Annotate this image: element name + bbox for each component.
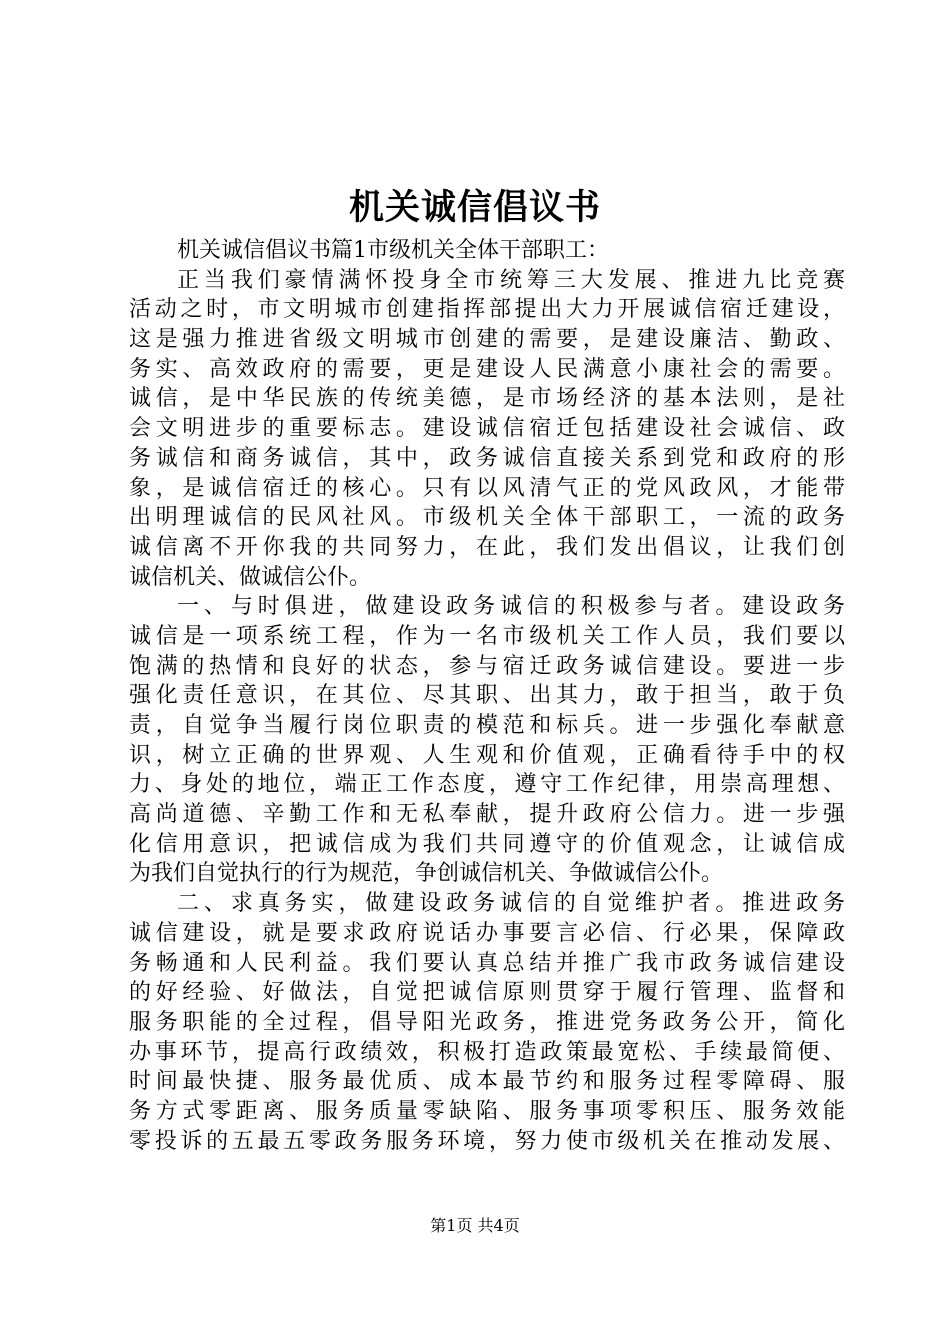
- body-line: 诚信机关、做诚信公仆。: [129, 564, 372, 590]
- body-line: 识，树立正确的世界观、人生观和价值观，正确看待手中的权: [129, 742, 845, 768]
- body-line: 责，自觉争当履行岗位职责的模范和标兵。进一步强化奉献意: [129, 713, 845, 738]
- body-line: 务方式零距离、服务质量零缺陷、服务事项零积压、服务效能: [129, 1098, 845, 1124]
- body-line: 正当我们豪情满怀投身全市统筹三大发展、推进九比竞赛: [177, 267, 845, 293]
- body-line: 二、求真务实，做建设政务诚信的自觉维护者。推进政务: [177, 891, 845, 917]
- body-line: 务诚信和商务诚信，其中，政务诚信直接关系到党和政府的形: [129, 445, 845, 471]
- body-line: 象，是诚信宿迁的核心。只有以风清气正的党风政风，才能带: [129, 475, 845, 501]
- body-line: 化信用意识，把诚信成为我们共同遵守的价值观念，让诚信成: [129, 831, 845, 857]
- body-line: 力、身处的地位，端正工作态度，遵守工作纪律，用崇高理想、: [129, 772, 845, 798]
- body-line: 的好经验、好做法，自觉把诚信原则贯穿于履行管理、监督和: [129, 980, 845, 1006]
- body-line: 办事环节，提高行政绩效，积极打造政策最宽松、手续最简便、: [129, 1039, 845, 1065]
- body-line: 诚信建设，就是要求政府说话办事要言必信、行必果，保障政: [129, 920, 845, 946]
- body-line: 诚信是一项系统工程，作为一名市级机关工作人员，我们要以: [129, 623, 845, 649]
- body-line: 为我们自觉执行的行为规范，争创诚信机关、争做诚信公仆。: [129, 861, 724, 887]
- body-line: 饱满的热情和良好的状态，参与宿迁政务诚信建设。要进一步: [129, 653, 845, 679]
- body-line: 高尚道德、辛勤工作和无私奉献，提升政府公信力。进一步强: [129, 802, 845, 828]
- body-line: 诚信，是中华民族的传统美德，是市场经济的基本法则，是社: [129, 386, 845, 412]
- body-line: 诚信离不开你我的共同努力，在此，我们发出倡议，让我们创: [129, 534, 845, 560]
- body-line: 服务职能的全过程，倡导阳光政务，推进党务政务公开，简化: [129, 1009, 845, 1035]
- body-line: 出明理诚信的民风社风。市级机关全体干部职工，一流的政务: [129, 505, 845, 531]
- body-line: 务实、高效政府的需要，更是建设人民满意小康社会的需要。: [129, 356, 845, 382]
- document-title: 机关诚信倡议书: [348, 187, 601, 228]
- document-body: [129, 236, 845, 1156]
- body-line: 零投诉的五最五零政务服务环境，努力使市级机关在推动发展、: [129, 1128, 845, 1154]
- body-line: 务畅通和人民利益。我们要认真总结并推广我市政务诚信建设: [129, 950, 845, 976]
- body-line: 时间最快捷、服务最优质、成本最节约和服务过程零障碍、服: [129, 1069, 845, 1095]
- body-line: 活动之时，市文明城市创建指挥部提出大力开展诚信宿迁建设，: [129, 297, 845, 323]
- body-line: 一、与时俱进，做建设政务诚信的积极参与者。建设政务: [177, 594, 845, 620]
- body-line: 会文明进步的重要标志。建设诚信宿迁包括建设社会诚信、政: [129, 416, 845, 442]
- body-line: 强化责任意识，在其位、尽其职、出其力，敢于担当，敢于负: [129, 683, 845, 709]
- body-line: 机关诚信倡议书篇1市级机关全体干部职工：: [177, 238, 609, 263]
- page-footer: 第1页 共4页: [430, 1216, 520, 1235]
- body-line: 这是强力推进省级文明城市创建的需要，是建设廉洁、勤政、: [129, 327, 845, 353]
